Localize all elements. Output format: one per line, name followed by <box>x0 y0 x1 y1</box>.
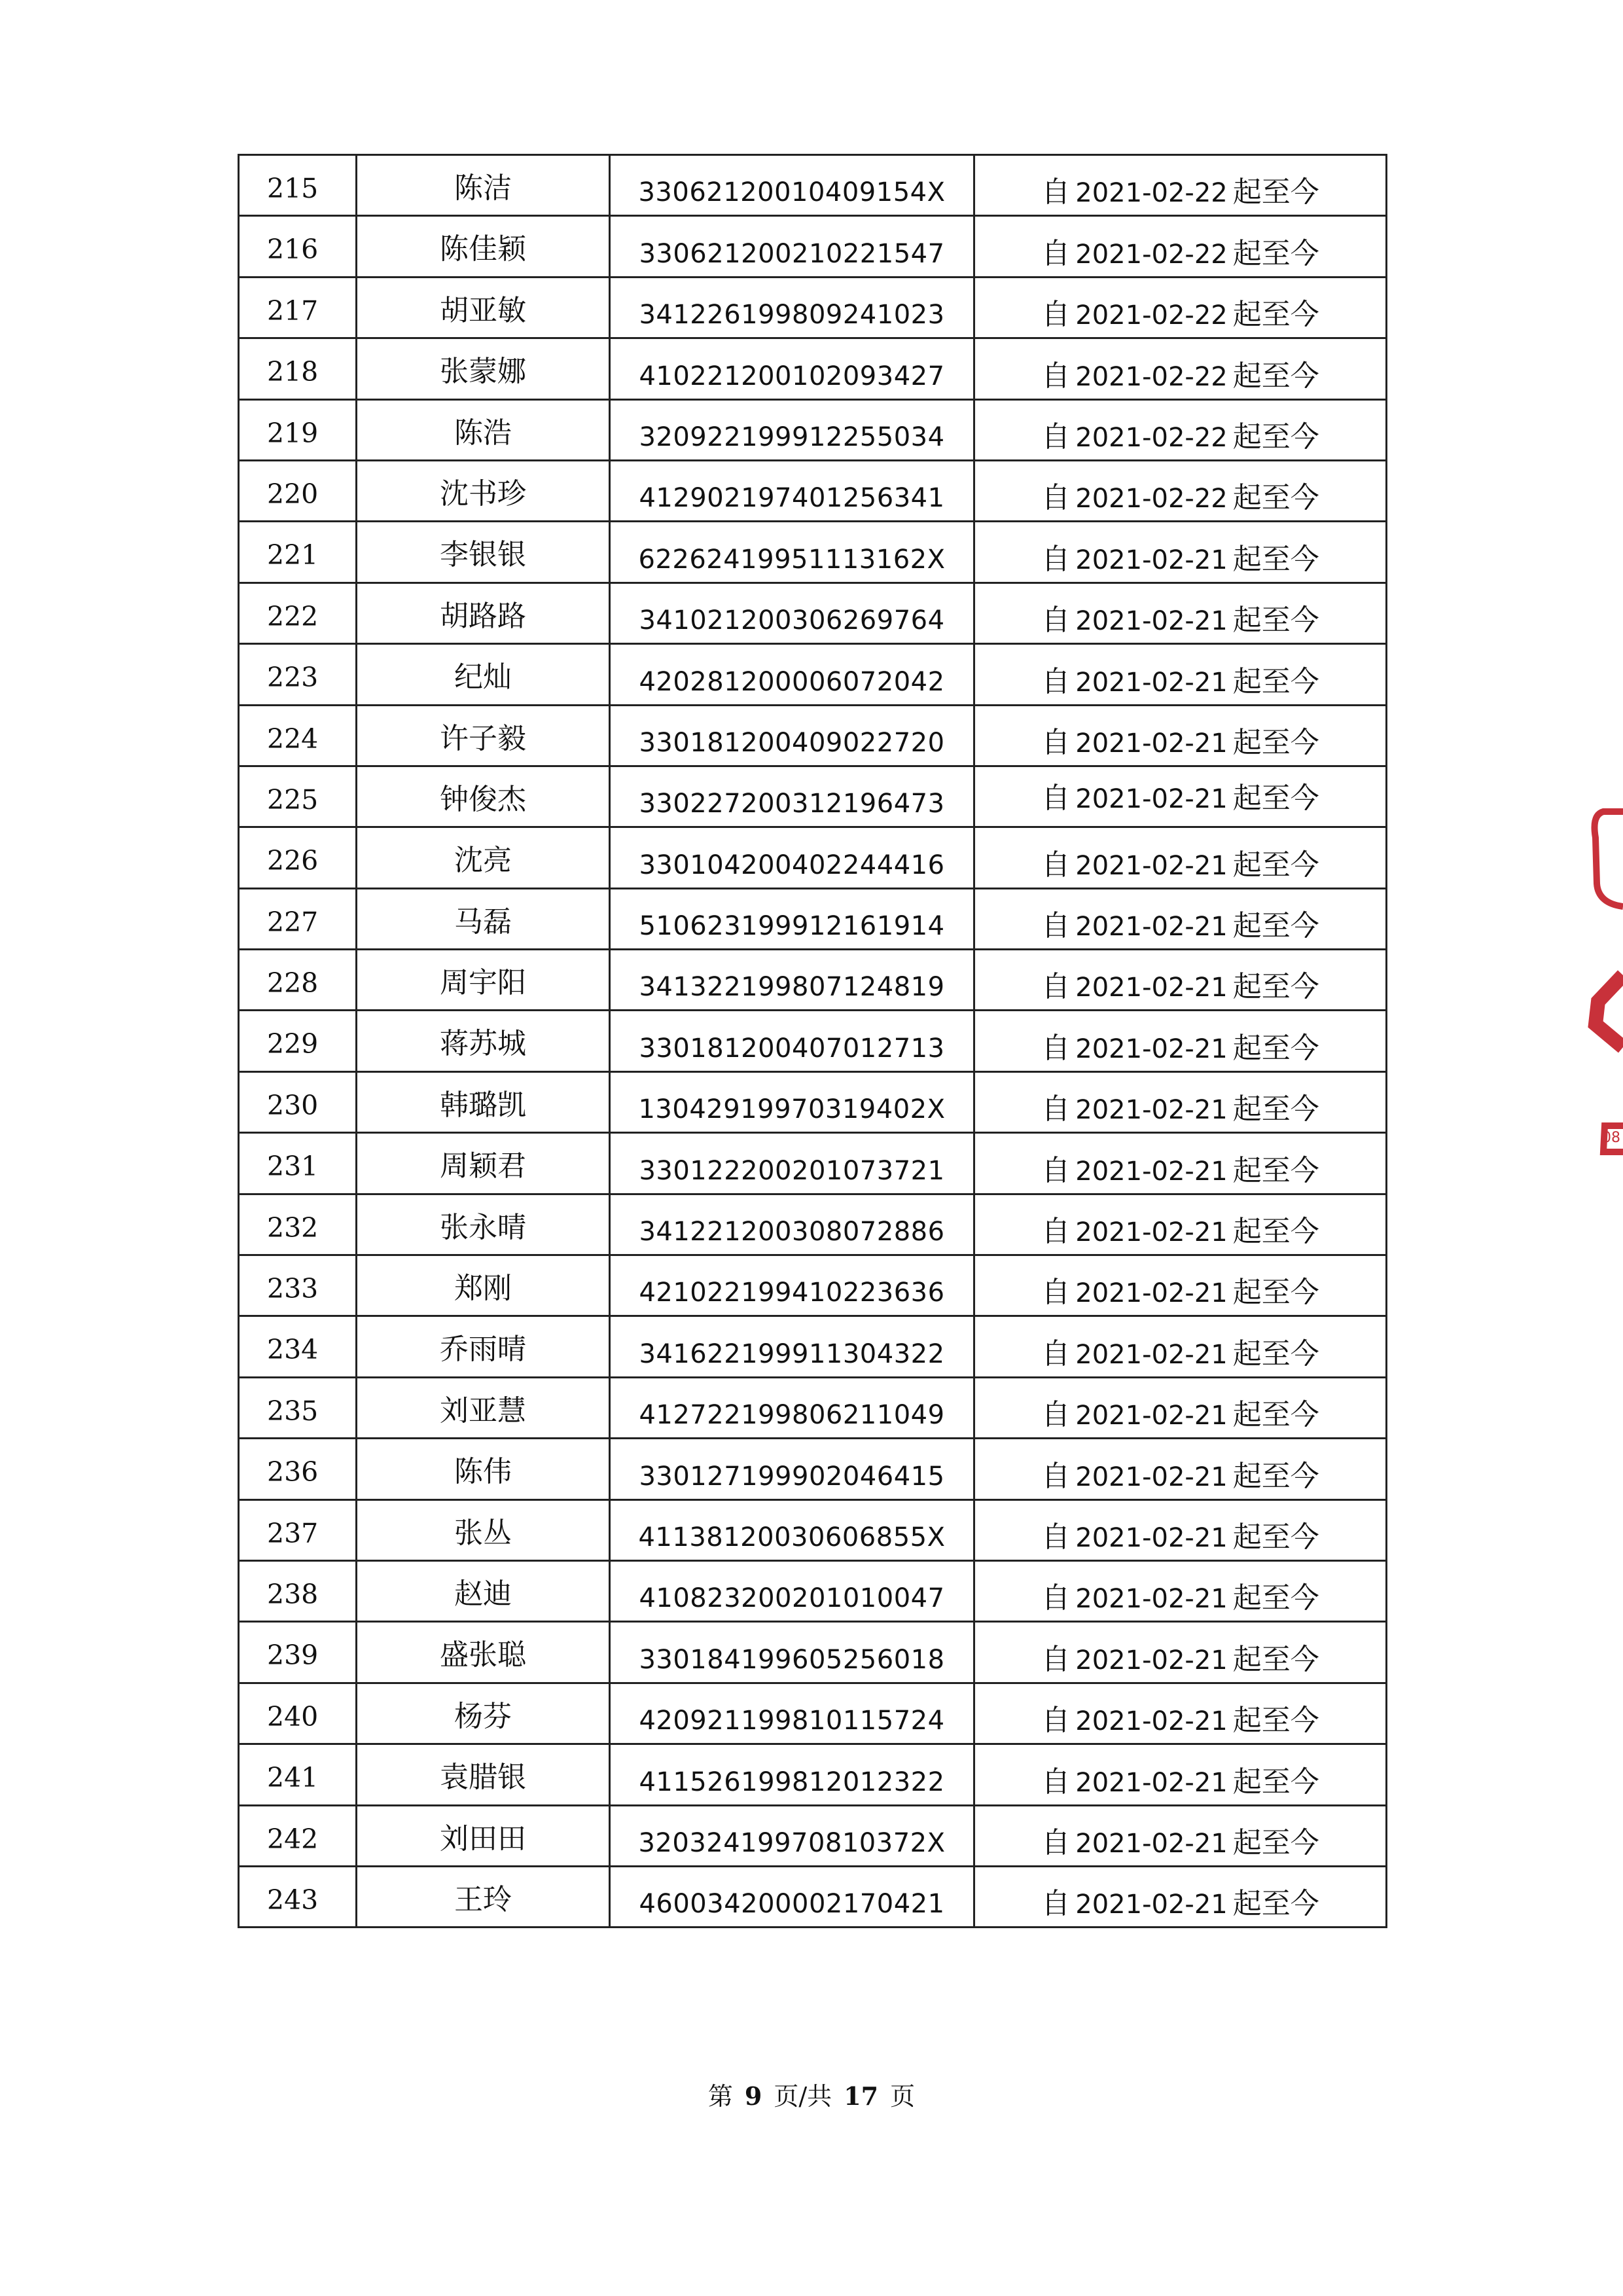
footer-suffix: 页 <box>890 2082 916 2111</box>
table-row <box>239 277 1387 338</box>
person-name: 周颖君 <box>357 1133 610 1194</box>
period-to: 起至今 <box>1232 664 1319 698</box>
period-to: 起至今 <box>1232 359 1319 393</box>
row-number: 221 <box>239 522 357 583</box>
period-date: 2021-02-22 <box>1075 239 1228 270</box>
period-to: 起至今 <box>1232 1581 1319 1615</box>
period-from: 自 <box>1041 420 1071 454</box>
table-row <box>239 1194 1387 1255</box>
roster-table-body <box>239 155 1387 1928</box>
period-date: 2021-02-21 <box>1075 783 1228 814</box>
table-row <box>239 1683 1387 1744</box>
period-from: 自 <box>1041 603 1071 637</box>
employment-period <box>974 950 1387 1011</box>
employment-period <box>974 1805 1387 1866</box>
roster-table <box>238 154 1387 1928</box>
person-name: 陈佳颖 <box>357 216 610 277</box>
period-date: 2021-02-21 <box>1075 545 1228 575</box>
employment-period <box>974 1744 1387 1805</box>
period-to: 起至今 <box>1232 298 1319 332</box>
table-row <box>239 888 1387 949</box>
period-to: 起至今 <box>1232 420 1319 454</box>
id-number: 320922199912255034 <box>610 399 974 460</box>
id-number: 33062120010409154X <box>610 155 974 216</box>
period-from: 自 <box>1041 1276 1071 1310</box>
row-number: 234 <box>239 1316 357 1377</box>
person-name: 李银银 <box>357 522 610 583</box>
person-name: 周宇阳 <box>357 950 610 1011</box>
person-name: 刘亚慧 <box>357 1377 610 1438</box>
period-to: 起至今 <box>1232 781 1319 815</box>
period-to: 起至今 <box>1232 1642 1319 1676</box>
id-number: 41138120030606855X <box>610 1499 974 1560</box>
period-from: 自 <box>1041 1642 1071 1676</box>
person-name: 赵迪 <box>357 1560 610 1621</box>
person-name: 郑刚 <box>357 1255 610 1316</box>
id-number: 412722199806211049 <box>610 1377 974 1438</box>
row-number: 219 <box>239 399 357 460</box>
table-row <box>239 155 1387 216</box>
period-to: 起至今 <box>1232 175 1319 209</box>
row-number: 241 <box>239 1744 357 1805</box>
period-to: 起至今 <box>1232 1765 1319 1799</box>
person-name: 张蒙娜 <box>357 338 610 399</box>
period-from: 自 <box>1041 1887 1071 1921</box>
period-from: 自 <box>1041 359 1071 393</box>
period-from: 自 <box>1041 542 1071 576</box>
period-date: 2021-02-21 <box>1075 1278 1228 1309</box>
period-date: 2021-02-21 <box>1075 728 1228 759</box>
id-number: 420921199810115724 <box>610 1683 974 1744</box>
table-row <box>239 827 1387 888</box>
period-date: 2021-02-21 <box>1075 1767 1228 1798</box>
period-to: 起至今 <box>1232 1092 1319 1126</box>
person-name: 陈洁 <box>357 155 610 216</box>
period-from: 自 <box>1041 1581 1071 1615</box>
id-number: 330127199902046415 <box>610 1439 974 1499</box>
period-date: 2021-02-22 <box>1075 361 1228 392</box>
person-name: 张永晴 <box>357 1194 610 1255</box>
id-number: 330181200409022720 <box>610 705 974 766</box>
person-name: 纪灿 <box>357 644 610 705</box>
id-number: 330104200402244416 <box>610 827 974 888</box>
row-number: 216 <box>239 216 357 277</box>
table-row <box>239 1071 1387 1132</box>
table-row <box>239 1744 1387 1805</box>
period-from: 自 <box>1041 909 1071 943</box>
employment-period <box>974 1011 1387 1071</box>
period-date: 2021-02-21 <box>1075 1645 1228 1676</box>
period-from: 自 <box>1041 481 1071 515</box>
id-number: 62262419951113162X <box>610 522 974 583</box>
person-name: 王玲 <box>357 1866 610 1927</box>
table-row <box>239 1560 1387 1621</box>
employment-period <box>974 583 1387 643</box>
period-to: 起至今 <box>1232 1520 1319 1554</box>
row-number: 231 <box>239 1133 357 1194</box>
period-from: 自 <box>1041 725 1071 759</box>
period-date: 2021-02-21 <box>1075 1890 1228 1920</box>
employment-period <box>974 1499 1387 1560</box>
id-number: 421022199410223636 <box>610 1255 974 1316</box>
period-date: 2021-02-21 <box>1075 850 1228 881</box>
footer-total-pages: 17 <box>844 2081 879 2111</box>
person-name: 沈书珍 <box>357 460 610 521</box>
table-row <box>239 338 1387 399</box>
employment-period <box>974 1377 1387 1438</box>
person-name: 蒋苏城 <box>357 1011 610 1071</box>
row-number: 238 <box>239 1560 357 1621</box>
id-number: 330122200201073721 <box>610 1133 974 1194</box>
period-to: 起至今 <box>1232 1153 1319 1187</box>
period-from: 自 <box>1041 1153 1071 1187</box>
table-row <box>239 1133 1387 1194</box>
person-name: 韩璐凯 <box>357 1071 610 1132</box>
id-number: 510623199912161914 <box>610 888 974 949</box>
period-to: 起至今 <box>1232 1031 1319 1065</box>
employment-period <box>974 216 1387 277</box>
table-row <box>239 705 1387 766</box>
row-number: 220 <box>239 460 357 521</box>
employment-period <box>974 1316 1387 1377</box>
employment-period <box>974 1560 1387 1621</box>
seal-edge-text: 08 <box>1602 1130 1620 1146</box>
row-number: 233 <box>239 1255 357 1316</box>
page-footer <box>0 2076 1623 2112</box>
period-to: 起至今 <box>1232 1704 1319 1738</box>
period-from: 自 <box>1041 1825 1071 1859</box>
period-date: 2021-02-21 <box>1075 1217 1228 1248</box>
employment-period <box>974 705 1387 766</box>
period-date: 2021-02-21 <box>1075 1584 1228 1615</box>
employment-period <box>974 1194 1387 1255</box>
table-row <box>239 460 1387 521</box>
period-to: 起至今 <box>1232 542 1319 576</box>
id-number: 341221200308072886 <box>610 1194 974 1255</box>
id-number: 411526199812012322 <box>610 1744 974 1805</box>
period-to: 起至今 <box>1232 481 1319 515</box>
employment-period <box>974 1071 1387 1132</box>
row-number: 236 <box>239 1439 357 1499</box>
period-from: 自 <box>1041 781 1071 815</box>
period-from: 自 <box>1041 1215 1071 1249</box>
row-number: 232 <box>239 1194 357 1255</box>
row-number: 227 <box>239 888 357 949</box>
table-row <box>239 1316 1387 1377</box>
period-date: 2021-02-21 <box>1075 973 1228 1003</box>
period-to: 起至今 <box>1232 1336 1319 1371</box>
table-row <box>239 644 1387 705</box>
table-row <box>239 1622 1387 1683</box>
footer-prefix: 第 <box>707 2082 733 2111</box>
person-name: 盛张聪 <box>357 1622 610 1683</box>
id-number: 341622199911304322 <box>610 1316 974 1377</box>
id-number: 32032419970810372X <box>610 1805 974 1866</box>
employment-period <box>974 460 1387 521</box>
period-date: 2021-02-21 <box>1075 1706 1228 1737</box>
row-number: 242 <box>239 1805 357 1866</box>
id-number: 13042919970319402X <box>610 1071 974 1132</box>
employment-period <box>974 827 1387 888</box>
employment-period <box>974 1622 1387 1683</box>
period-date: 2021-02-21 <box>1075 1462 1228 1492</box>
table-row <box>239 1011 1387 1071</box>
period-to: 起至今 <box>1232 1215 1319 1249</box>
id-number: 410823200201010047 <box>610 1560 974 1621</box>
employment-period <box>974 1255 1387 1316</box>
employment-period <box>974 766 1387 827</box>
period-date: 2021-02-21 <box>1075 1156 1228 1187</box>
employment-period <box>974 1683 1387 1744</box>
person-name: 许子毅 <box>357 705 610 766</box>
period-date: 2021-02-21 <box>1075 1522 1228 1553</box>
row-number: 218 <box>239 338 357 399</box>
employment-period <box>974 1439 1387 1499</box>
row-number: 226 <box>239 827 357 888</box>
row-number: 224 <box>239 705 357 766</box>
row-number: 215 <box>239 155 357 216</box>
row-number: 223 <box>239 644 357 705</box>
employment-period <box>974 399 1387 460</box>
period-to: 起至今 <box>1232 848 1319 882</box>
period-to: 起至今 <box>1232 1887 1319 1921</box>
period-date: 2021-02-21 <box>1075 606 1228 637</box>
person-name: 马磊 <box>357 888 610 949</box>
period-date: 2021-02-21 <box>1075 912 1228 942</box>
period-to: 起至今 <box>1232 1825 1319 1859</box>
period-from: 自 <box>1041 1398 1071 1432</box>
period-from: 自 <box>1041 970 1071 1004</box>
period-from: 自 <box>1041 848 1071 882</box>
id-number: 330227200312196473 <box>610 766 974 827</box>
period-from: 自 <box>1041 175 1071 209</box>
table-row <box>239 1866 1387 1927</box>
table-row <box>239 399 1387 460</box>
period-to: 起至今 <box>1232 1459 1319 1493</box>
row-number: 235 <box>239 1377 357 1438</box>
person-name: 沈亮 <box>357 827 610 888</box>
row-number: 237 <box>239 1499 357 1560</box>
period-date: 2021-02-22 <box>1075 178 1228 209</box>
period-date: 2021-02-21 <box>1075 1828 1228 1859</box>
id-number: 412902197401256341 <box>610 460 974 521</box>
period-from: 自 <box>1041 1765 1071 1799</box>
employment-period <box>974 522 1387 583</box>
period-date: 2021-02-21 <box>1075 1095 1228 1126</box>
period-from: 自 <box>1041 1092 1071 1126</box>
footer-page-number: 9 <box>744 2081 762 2111</box>
id-number: 330184199605256018 <box>610 1622 974 1683</box>
seal-stamp-fragment <box>1584 785 1623 1191</box>
row-number: 217 <box>239 277 357 338</box>
table-row <box>239 522 1387 583</box>
person-name: 乔雨晴 <box>357 1316 610 1377</box>
table-row <box>239 766 1387 827</box>
employment-period <box>974 338 1387 399</box>
row-number: 239 <box>239 1622 357 1683</box>
person-name: 陈伟 <box>357 1439 610 1499</box>
employment-period <box>974 277 1387 338</box>
period-to: 起至今 <box>1232 1276 1319 1310</box>
table-row <box>239 1439 1387 1499</box>
employment-period <box>974 888 1387 949</box>
period-to: 起至今 <box>1232 725 1319 759</box>
period-to: 起至今 <box>1232 603 1319 637</box>
period-from: 自 <box>1041 1336 1071 1371</box>
period-to: 起至今 <box>1232 970 1319 1004</box>
person-name: 张丛 <box>357 1499 610 1560</box>
table-row <box>239 1499 1387 1560</box>
footer-middle: 页/共 <box>774 2082 832 2111</box>
row-number: 230 <box>239 1071 357 1132</box>
id-number: 410221200102093427 <box>610 338 974 399</box>
employment-period <box>974 1866 1387 1927</box>
table-row <box>239 216 1387 277</box>
id-number: 341021200306269764 <box>610 583 974 643</box>
period-date: 2021-02-21 <box>1075 667 1228 698</box>
table-row <box>239 583 1387 643</box>
employment-period <box>974 1133 1387 1194</box>
employment-period <box>974 644 1387 705</box>
table-row <box>239 1377 1387 1438</box>
period-from: 自 <box>1041 1520 1071 1554</box>
person-name: 刘田田 <box>357 1805 610 1866</box>
id-number: 341226199809241023 <box>610 277 974 338</box>
person-name: 胡亚敏 <box>357 277 610 338</box>
period-from: 自 <box>1041 236 1071 270</box>
id-number: 330621200210221547 <box>610 216 974 277</box>
person-name: 胡路路 <box>357 583 610 643</box>
row-number: 222 <box>239 583 357 643</box>
period-date: 2021-02-22 <box>1075 300 1228 331</box>
id-number: 341322199807124819 <box>610 950 974 1011</box>
person-name: 钟俊杰 <box>357 766 610 827</box>
id-number: 460034200002170421 <box>610 1866 974 1927</box>
period-from: 自 <box>1041 298 1071 332</box>
id-number: 330181200407012713 <box>610 1011 974 1071</box>
person-name: 杨芬 <box>357 1683 610 1744</box>
person-name: 袁腊银 <box>357 1744 610 1805</box>
period-date: 2021-02-21 <box>1075 1033 1228 1064</box>
person-name: 陈浩 <box>357 399 610 460</box>
period-from: 自 <box>1041 1459 1071 1493</box>
period-from: 自 <box>1041 664 1071 698</box>
row-number: 225 <box>239 766 357 827</box>
period-from: 自 <box>1041 1031 1071 1065</box>
row-number: 228 <box>239 950 357 1011</box>
row-number: 229 <box>239 1011 357 1071</box>
period-to: 起至今 <box>1232 909 1319 943</box>
row-number: 240 <box>239 1683 357 1744</box>
table-row <box>239 1255 1387 1316</box>
table-row <box>239 950 1387 1011</box>
period-from: 自 <box>1041 1704 1071 1738</box>
period-date: 2021-02-21 <box>1075 1339 1228 1370</box>
period-date: 2021-02-21 <box>1075 1401 1228 1431</box>
row-number: 243 <box>239 1866 357 1927</box>
employment-period <box>974 155 1387 216</box>
period-to: 起至今 <box>1232 236 1319 270</box>
id-number: 420281200006072042 <box>610 644 974 705</box>
period-to: 起至今 <box>1232 1398 1319 1432</box>
period-date: 2021-02-22 <box>1075 422 1228 453</box>
period-date: 2021-02-22 <box>1075 484 1228 514</box>
table-row <box>239 1805 1387 1866</box>
